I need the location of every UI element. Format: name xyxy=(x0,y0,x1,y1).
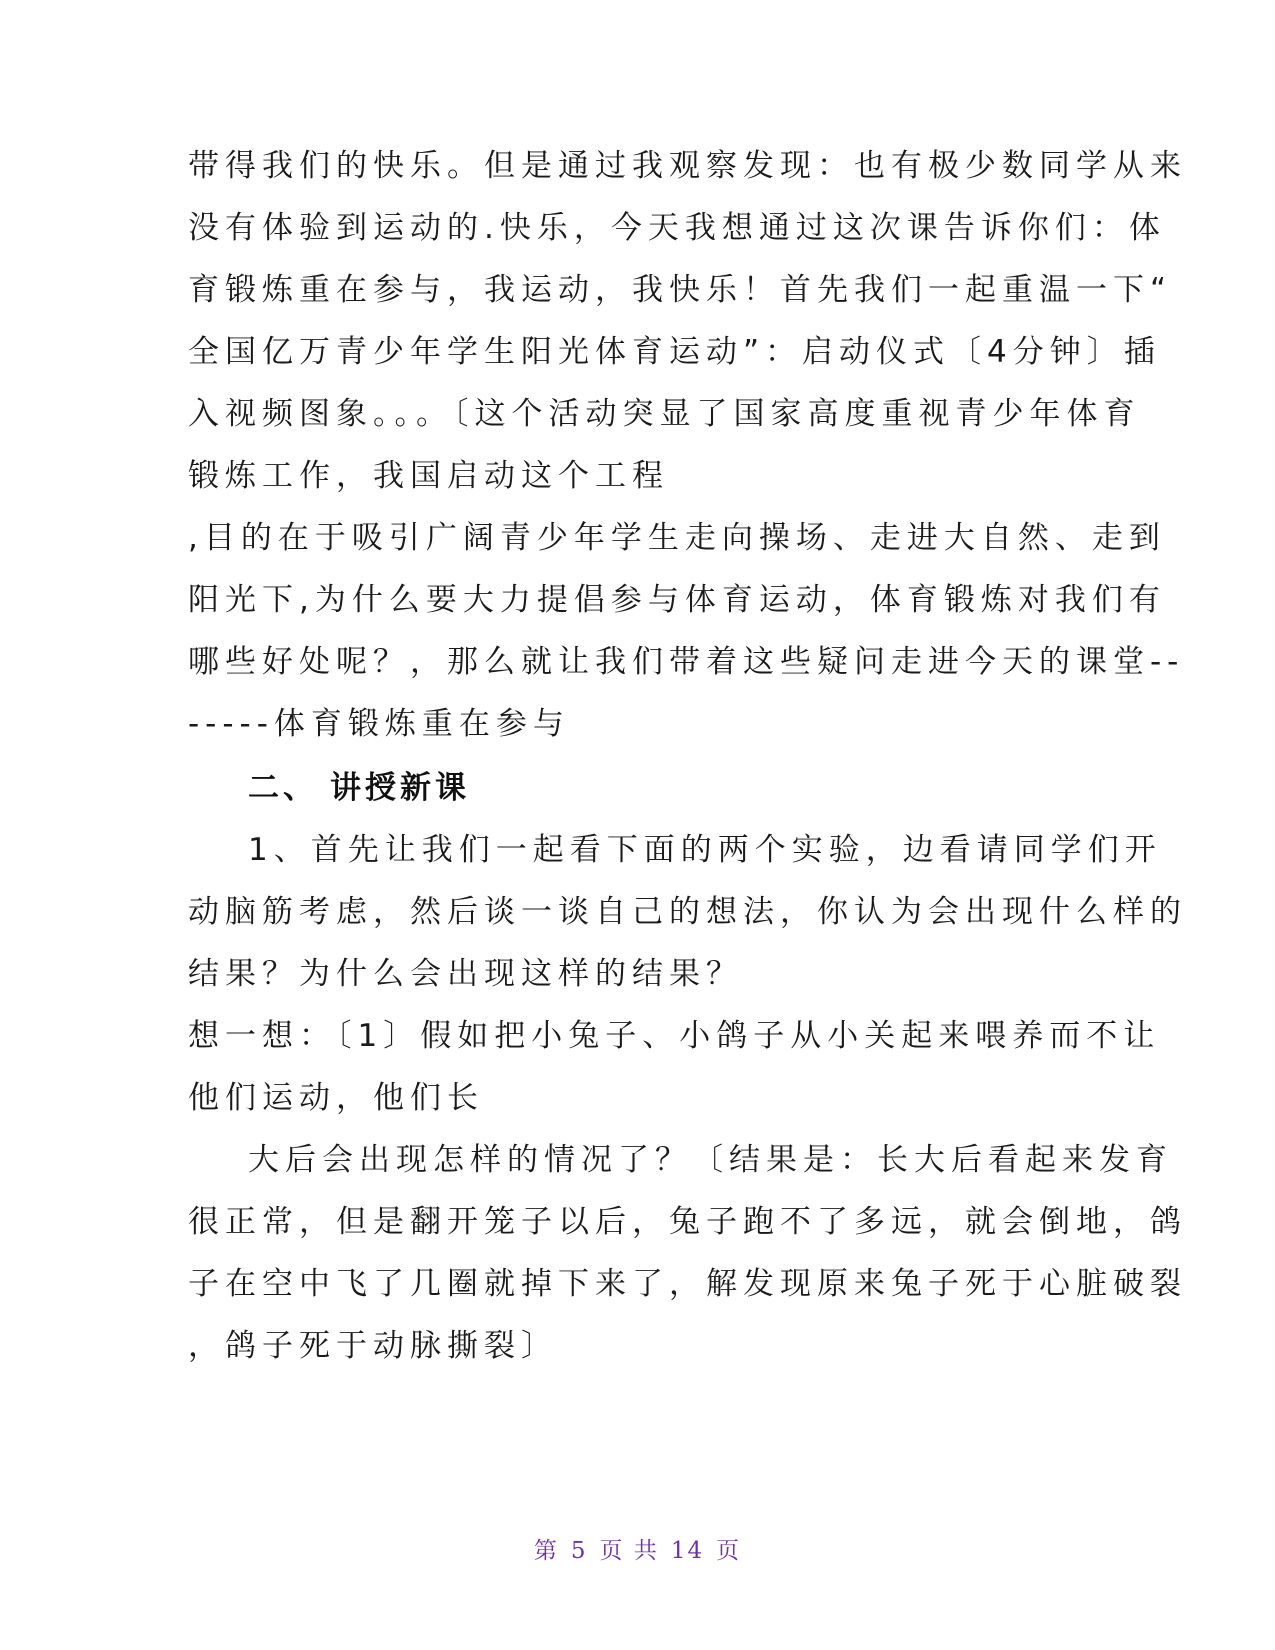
body-line: 育锻炼重在参与，我运动，我快乐！首先我们一起重温一下“ xyxy=(188,272,1173,308)
section-line: 想一想：〔1〕假如把小兔子、小鸽子从小关起来喂养而不让 xyxy=(188,1018,1161,1054)
body-line: 阳光下,为什么要大力提倡参与体育运动，体育锻炼对我们有 xyxy=(188,582,1166,618)
section-line: 结果？为什么会出现这样的结果？ xyxy=(188,956,743,992)
footer-middle: 页 共 xyxy=(599,1538,659,1564)
section-line: 大后会出现怎样的情况了？〔结果是：长大后看起来发育 xyxy=(248,1142,1173,1178)
section-line: 很正常，但是翻开笼子以后，兔子跑不了多远，就会倒地，鸽 xyxy=(188,1204,1187,1240)
body-line: 入视频图象。。。〔这个活动突显了国家高度重视青少年体育 xyxy=(188,396,1141,432)
body-line: 带得我们的快乐。但是通过我观察发现：也有极少数同学从来 xyxy=(188,148,1187,184)
section-number: 二、 xyxy=(248,770,318,806)
footer-suffix: 页 xyxy=(716,1538,742,1564)
section-line: 子在空中飞了几圈就掉下来了，解发现原来兔子死于心脏破裂 xyxy=(188,1266,1187,1302)
body-line: -----体育锻炼重在参与 xyxy=(188,706,570,742)
body-line: 全国亿万青少年学生阳光体育运动”：启动仪式〔4分钟〕插 xyxy=(188,334,1161,370)
section-line: ，鸽子死于动脉撕裂〕 xyxy=(188,1328,558,1364)
footer-total-pages: 14 xyxy=(670,1538,705,1564)
footer-page-number: 5 xyxy=(570,1538,588,1564)
body-line: 哪些好处呢？，那么就让我们带着这些疑问走进今天的课堂-- xyxy=(188,644,1185,680)
section-line: 他们运动，他们长 xyxy=(188,1080,484,1116)
section-heading xyxy=(248,768,470,808)
body-line: ,目的在于吸引广阔青少年学生走向操场、走进大自然、走到 xyxy=(188,520,1166,556)
body-line: 没有体验到运动的.快乐，今天我想通过这次课告诉你们：体 xyxy=(188,210,1166,246)
section-line: 1、首先让我们一起看下面的两个实验，边看请同学们开 xyxy=(248,832,1162,868)
page-footer xyxy=(0,1532,1275,1565)
body-line: 锻炼工作，我国启动这个工程 xyxy=(188,458,669,494)
section-title: 讲授新课 xyxy=(330,770,470,806)
section-line: 动脑筋考虑，然后谈一谈自己的想法，你认为会出现什么样的 xyxy=(188,894,1187,930)
footer-prefix: 第 xyxy=(533,1538,559,1564)
